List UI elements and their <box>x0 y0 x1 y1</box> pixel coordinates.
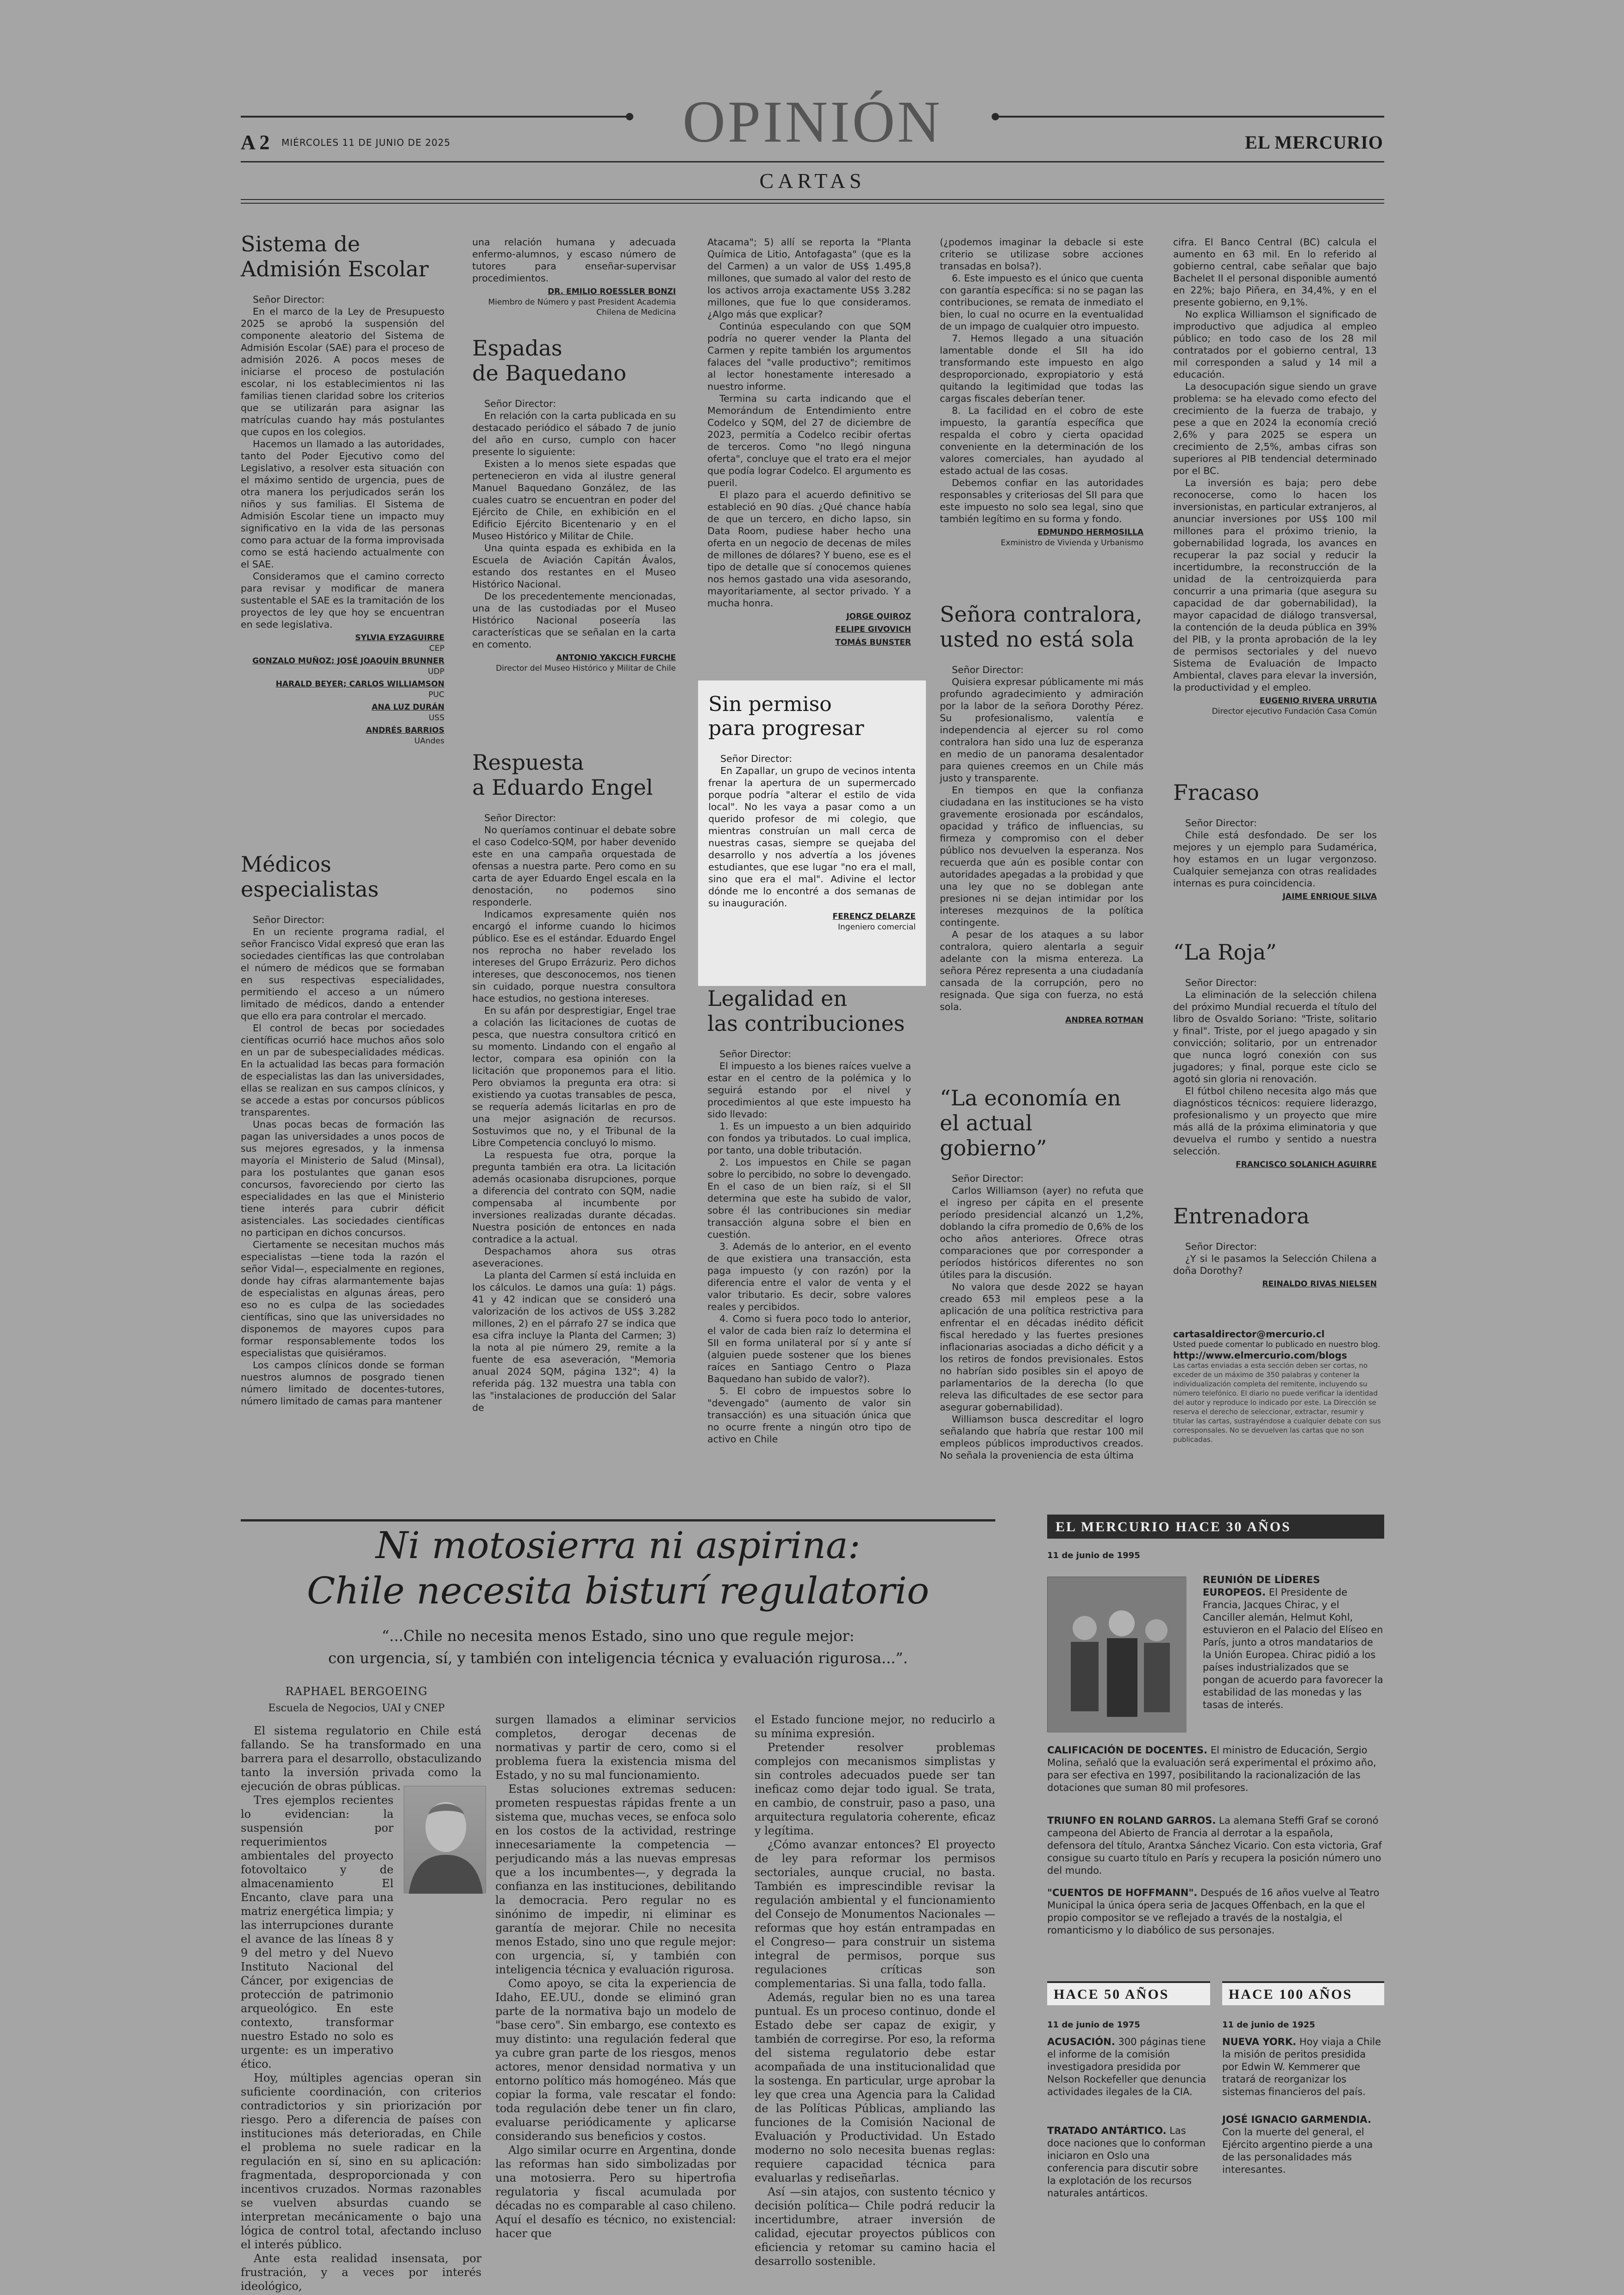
letter-signature: EUGENIO RIVERA URRUTIA <box>1259 696 1377 705</box>
contact-fine-print: Las cartas enviadas a esta sección deben ser cortas, no exceder de un máximo de 350 palabras y contener la individualización completa del remitente, incluyendo su número telefónico. El diario no puede verificar la identidad del autor y reproduce lo indicado por este. La Dirección se reserva el derecho de seleccionar, extractar, resumir y titular las cartas, sustrayéndose a cualquier debate con sus corresponsales. No se devuelven las cartas que no son publicadas. <box>1173 1361 1381 1444</box>
column-paragraph: Hoy, múltiples agencias operan sin suficiente coordinación, con criterios contradictorios y sin priorización por riesgo. Pero a diferencia de países con instituciones más deterioradas, en Chile el problema no suele radicar en la regulación en sí, sino en su aplicación: fragmentada, desproporcionada y con incentivos cruzados. Normas razonables se vuelven absurdas cuando se interpretan mecánicamente o bajo una lógica de control total, afectando incluso el interés público. <box>241 2071 481 2251</box>
header-rule-double-bottom <box>241 203 1384 204</box>
column-paragraph: surgen llamados a eliminar servicios completos, derogar decenas de normativas y partir de cero, como si el problema fuera la existencia misma del Estado, y no su mal funcionamiento. <box>495 1713 736 1782</box>
letter-greeting: Señor Director: <box>484 812 556 823</box>
subsection-title: CARTAS <box>759 169 866 193</box>
column-paragraph: Como apoyo, se cita la experiencia de Idaho, EE.UU., donde se eliminó gran parte de la normativa bajo un modelo de "base cero". Sin embargo, ese contexto es muy distinto: una regulación federal que ya cubre gran parte de los riesgos, menos actores, menor densidad normativa y un entorno político más homogéneo. Más que copiar la forma, vale rescatar el fondo: toda regulación debe tener un fin claro, evaluarse periódicamente y aplicarse considerando sus beneficios y costos. <box>495 1977 736 2143</box>
letter-paragraph: Despachamos ahora sus otras aseveraciones. <box>472 1246 676 1269</box>
letter-paragraph: El plazo para el acuerdo definitivo se estableció en 90 días. ¿Qué chance había de que un tercero, en dicho lapso, sin Data Room, pudiese haber hecho una oferta en un negocio de decenas de miles de millones de dólares? Y bueno, ese es el tipo de detalle que sí conocemos quienes nos hemos gastado una vida asesorando, mayoritariamente, al sector privado. Y a mucha honra. <box>707 489 911 609</box>
letter-title: Entrenadora <box>1173 1204 1310 1229</box>
letter-paragraph: 4. Como si fuera poco todo lo anterior, el valor de cada bien raíz lo determina el SII en forma unilateral por sí y ante sí (alguien puede sostener que los bienes raíces en Santiago Centro o Plaza Baquedano han subido de valor?). <box>707 1313 911 1384</box>
letter-greeting: Señor Director: <box>952 664 1024 675</box>
history-50-header: HACE 50 AÑOS <box>1047 1981 1210 2005</box>
letter-affiliation: Director del Museo Histórico y Militar de Chile <box>496 664 676 673</box>
column-paragraph: ¿Cómo avanzar entonces? El proyecto de ley para reformar los permisos sectoriales, aunque crucial, no basta. También es imprescindible revisar la regulación ambiental y el funcionamiento del Consejo de Monumentos Nacionales —reformas que hoy están entrampadas en el Congreso— para construir un sistema integral de permisos, porque sus regulaciones críticas son complementarias. Si una falla, todo falla. <box>755 1838 995 1990</box>
letter-espadas <box>472 336 676 674</box>
letter-affiliation: Miembro de Número y past President Academia Chilena de Medicina <box>488 298 676 317</box>
column-paragraph: Así —sin atajos, con sustento técnico y decisión política— Chile podrá reducir la incertidumbre, atraer inversión de calidad, ejecutar proyectos públicos con eficiencia y retomar su camino hacia el desarrollo sostenible. <box>755 2185 995 2268</box>
history-item: "CUENTOS DE HOFFMANN". Después de 16 años vuelve al Teatro Municipal la única ópera seria de Jacques Offenbach, en la que el propio compositor se ve reflejado a través de la nostalgia, el romanticismo y lo diabólico de sus personajes. <box>1047 1887 1380 1936</box>
letter-paragraph: Unas pocas becas de formación las pagan las universidades a unos pocos de sus mejores egresados, y la inmensa mayoría el Ministerio de Salud (Minsal), para los postulantes que ganan esos concursos, favoreciendo por cierto las especialidades en las que el Ministerio tiene interés para cubrir déficit asistenciales. Las sociedades científicas no participan en dichos concursos. <box>241 1119 444 1238</box>
letter-paragraph: No explica Williamson el significado de improductivo que adjudica al empleo público; en todo caso de los 28 mil contratados por el gobierno central, 13 mil corresponden a salud y 14 mil a educación. <box>1173 309 1377 380</box>
letter-paragraph: En relación con la carta publicada en su destacado periódico el sábado 7 de junio del año en curso, cumplo con hacer presente lo siguiente: <box>472 410 676 457</box>
letter-signature: JAIME ENRIQUE SILVA <box>1282 892 1377 901</box>
section-title: OPINIÓN <box>682 89 943 155</box>
contact-info <box>1173 1328 1384 1444</box>
letter-paragraph: La planta del Carmen sí está incluida en los cálculos. Le damos una guía: 1) págs. 41 y 42 indican que se consideró una valorización de los activos de US$ 3.282 millones, 2) en el párrafo 27 se indica que esa cifra incluye la Planta del Carmen; 3) la nota al pie número 29, remite a la fuente de esa aseveración, "Memoria anual 2024 SQM, página 132"; 4) la referida pág. 132 muestra una tabla con las "instalaciones de producción del Salar de <box>472 1270 676 1413</box>
history-item: CALIFICACIÓN DE DOCENTES. El ministro de Educación, Sergio Molina, señaló que la evaluación será experimental el próximo año, para ser efectiva en 1997, posibilitando la racionalización de las dotaciones que suman 80 mil profesores. <box>1047 1745 1376 1793</box>
letter-signature: FELIPE GIVOVICH <box>835 625 911 634</box>
letter-greeting: Señor Director: <box>952 1173 1024 1184</box>
letter-signature: EDMUNDO HERMOSILLA <box>1037 528 1143 537</box>
letter-paragraph: Atacama"; 5) allí se reporta la "Planta Química de Litio, Antofagasta" (que es la del Carmen) a un valor de US$ 1.495,8 millones, que sumado al valor del resto de los activos arroja exactamente US$ 3.282 millones, que fue lo que consideramos. ¿Algo más que explicar? <box>707 237 911 320</box>
letter-paragraph: Quisiera expresar públicamente mi más profundo agradecimiento y admiración por la labor de la señora Dorothy Pérez. Su profesionalismo, valentía e independencia al ejercer su rol como contralora han sido una luz de esperanza en medio de un panorama desalentador para quienes creemos en un Chile más justo y transparente. <box>940 676 1143 784</box>
letter-paragraph: En tiempos en que la confianza ciudadana en las instituciones se ha visto gravemente erosionada por escándalos, opacidad y tráfico de influencias, su firmeza y compromiso con el deber público nos devuelven la esperanza. Nos recuerda que aún es posible contar con autoridades apegadas a la probidad y que una ley que no se doblegan ante presiones ni se dejan intimidar por los intereses mezquinos de la política contingente. <box>940 785 1143 928</box>
letter-greeting: Señor Director: <box>1185 817 1257 829</box>
letter-paragraph: 1. Es un impuesto a un bien adquirido con fondos ya tributados. Lo cual implica, por tanto, una doble tributación. <box>707 1121 911 1156</box>
letter-paragraph: Continúa especulando con que SQM podría no querer vender la Planta del Carmen y repite también los argumentos falaces del "valle productivo"; remitimos al lector honestamente interesado a nuestro informe. <box>707 321 911 392</box>
letter-title: Legalidad en las contribuciones <box>707 986 905 1036</box>
letter-paragraph: 8. La facilidad en el cobro de este impuesto, la garantía específica que respalda el cobro y cierta opacidad conveniente en la determinación de los valores comerciales, han ayudado al estado actual de las cosas. <box>940 405 1143 476</box>
letter-paragraph: ¿Y si le pasamos la Selección Chilena a doña Dorothy? <box>1173 1253 1377 1276</box>
contact-note: Usted puede comentar lo publicado en nuestro blog. <box>1173 1340 1380 1349</box>
letter-paragraph: De los precedentemente mencionadas, una de las custodiadas por el Museo Histórico Nacional poseería las características que se señalan en la carta en comento. <box>472 591 676 650</box>
history-100-header: HACE 100 AÑOS <box>1222 1981 1384 2005</box>
blog-link[interactable]: http://www.elmercurio.com/blogs <box>1173 1350 1347 1361</box>
letter-contralora <box>940 602 1143 1026</box>
letter-paragraph: Carlos Williamson (ayer) no refuta que el ingreso per cápita en el presente período presidencial alcanzó un 1,2%, doblando la cifra promedio de 0,6% de los ocho años anteriores. Ofrece otras comparaciones que por corresponder a períodos históricos diferentes no son útiles para la discusión. <box>940 1185 1143 1280</box>
letter-signature: REINALDO RIVAS NIELSEN <box>1262 1279 1377 1289</box>
column-paragraph: Algo similar ocurre en Argentina, donde las reformas han sido simbolizadas por una motosierra. Pero su hipertrofia regulatoria y fiscal acumulada por décadas no es comparable al caso chileno. Aquí el desafío es técnico, no existencial: hacer que <box>495 2144 736 2240</box>
masthead-rule-left <box>241 116 632 118</box>
letter-signature: ANDREA ROTMAN <box>1065 1016 1143 1025</box>
letter-paragraph: En el marco de la Ley de Presupuesto 2025 se aprobó la suspensión del componente aleatorio del Sistema de Admisión Escolar (SAE) para el proceso de admisión 2026. A pocos meses de iniciarse el proceso de postulación escolar, ni los establecimientos ni las familias tienen claridad sobre los criterios que se utilizarán para asignar las matrículas cuando hay más postulantes que cupos en los colegios. <box>241 306 444 437</box>
letter-greeting: Señor Director: <box>253 294 325 305</box>
letter-affiliation: Ingeniero comercial <box>837 923 916 932</box>
letter-signature: TOMÁS BUNSTER <box>835 638 911 647</box>
letter-paragraph: (¿podemos imaginar la debacle si este criterio se utilizase sobre acciones transadas en bolsa?). <box>940 237 1143 272</box>
letter-title: Señora contralora, usted no está sola <box>940 602 1143 652</box>
letter-affiliation: Exministro de Vivienda y Urbanismo <box>1000 538 1143 548</box>
leaders-photo-icon <box>1048 1577 1187 1733</box>
letter-signature: HARALD BEYER; CARLOS WILLIAMSON <box>275 680 444 689</box>
letter-fracaso <box>1173 780 1377 902</box>
letter-paragraph: A pesar de los ataques a su labor contralora, quiero alentarla a seguir adelante con la misma entereza. La señora Pérez representa a una ciudadanía cansada de la corrupción, pero no resignada. Que siga con fuerza, no está sola. <box>940 929 1143 1012</box>
letter-medicos-continued <box>472 236 676 318</box>
letter-legalidad-continued <box>940 236 1143 548</box>
column-author: RAPHAEL BERGOEING <box>285 1685 428 1698</box>
contact-email[interactable]: cartasaldirector@mercurio.cl <box>1173 1328 1325 1340</box>
history-item: REUNIÓN DE LÍDERES EUROPEOS. El Presidente de Francia, Jacques Chirac, y el Canciller alemán, Helmut Kohl, estuvieron en el Palacio del Elíseo en París, junto a otros mandatarios de la Unión Europea. Chirac pidió a los países industrializados que se pongan de acuerdo para favorecer la estabilidad de las monedas y las tasas de interés. <box>1203 1574 1383 1710</box>
column-title: Ni motosierra ni aspirina: Chile necesita bisturí regulatorio <box>306 1524 930 1612</box>
letter-paragraph: La respuesta fue otra, porque la pregunta también era otra. La licitación además ocasionaba disrupciones, porque a diferencia del contrato con SQM, nadie compensaba al incumbente por inversiones realizadas durante décadas. Nuestra posición de entonces en nada contradice a la actual. <box>472 1149 676 1245</box>
letter-affiliation: UDP <box>428 667 444 676</box>
column-paragraph: El sistema regulatorio en Chile está fallando. Se ha transformado en una barrera para el desarrollo, obstaculizando tanto la inversión privada como la ejecución de obras públicas. <box>241 1724 481 1793</box>
column-paragraph: Pretender resolver problemas complejos con mecanismos simplistas y sin controles adecuados puede ser tan ineficaz como dejar todo igual. Se trata, en cambio, de construir, paso a paso, una arquitectura regulatoria coherente, eficaz y legítima. <box>755 1741 995 1837</box>
masthead-rule-right <box>995 116 1384 118</box>
letter-paragraph: Ciertamente se necesitan muchos más especialistas —tiene toda la razón el señor Vidal—, especialmente en regiones, donde hay cifras alarmantemente bajas de especialistas en algunas áreas, pero eso no es culpa de las sociedades científicas, sino que las universidades no disponemos de mayores cupos para formar responsablemente todos los especialistas que quisiéramos. <box>241 1239 444 1359</box>
column-text-3 <box>755 1713 995 2268</box>
history-item: TRATADO ANTÁRTICO. Las doce naciones que lo conforman iniciaron en Oslo una conferencia para discutir sobre la explotación de los recursos naturales antárticos. <box>1047 2125 1206 2199</box>
letter-paragraph: 5. El cobro de impuestos sobre lo "devengado" (aumento de valor sin transacción) es una situación única que no ocurre frente a ningún otro tipo de activo en Chile <box>707 1385 911 1445</box>
letter-paragraph: Consideramos que el camino correcto para revisar y modificar de manera sustentable el SAE es la tramitación de los proyectos de ley que hoy se encuentran en sede legislativa. <box>241 571 444 630</box>
letter-signature: ANDRÉS BARRIOS <box>366 726 444 735</box>
column-paragraph: Ante esta realidad insensata, por frustración, y a veces por interés ideológico, <box>241 2252 481 2293</box>
letter-sae <box>241 231 444 746</box>
letter-signature: FERENCZ DELARZE <box>832 912 916 921</box>
letter-paragraph: una relación humana y adecuada enfermo-alumnos, y escaso número de tutores para enseñar-supervisar procedimientos. <box>472 237 676 284</box>
letter-paragraph: En su afán por desprestigiar, Engel trae a colación las licitaciones de cuotas de pesca, que nuestra consultora criticó en su momento. Lindando con el engaño al lector, compara esa opinión con la licitación que proponemos para el litio. Pero obviamos la pregunta era otra: si existiendo ya cuotas transables de pesca, se requería además licitarlas en pro de una mejor asignación de recursos. Sostuvimos que no, y el Tribunal de la Libre Competencia concluyó lo mismo. <box>472 1005 676 1148</box>
history-item: TRIUNFO EN ROLAND GARROS. La alemana Steffi Graf se coronó campeona del Abierto de Francia al derrotar a la española, defensora del título, Arantxa Sánchez Vicario. Con esta victoria, Graf consigue su cuarto título en París y recupera la posición número uno del mundo. <box>1047 1815 1382 1876</box>
history-100-date: 11 de junio de 1925 <box>1222 2020 1315 2030</box>
letter-title: Espadas de Baquedano <box>472 336 627 386</box>
letter-paragraph: Los campos clínicos donde se forman nuestros alumnos de posgrado tienen número limitado de docentes-tutores, número limitado de camas para mantener <box>241 1360 444 1407</box>
letter-paragraph: Indicamos expresamente quién nos encargó el informe cuando lo hicimos público. Ese es el estándar. Eduardo Engel nos reprocha no haber revelado los intereses del Grupo Errázuriz. Pero dichos intereses, que desconocemos, nos tienen sin cuidado, porque nuestra consultora hace estudios, no gestiona intereses. <box>472 909 676 1004</box>
letter-paragraph: cifra. El Banco Central (BC) calcula el aumento en 63 mil. En lo referido al gobierno central, cabe señalar que bajo Bachelet II el personal disponible aumentó en 22%; bajo Piñera, en 34,4%, y en el presente gobierno, en 9,1%. <box>1173 237 1377 308</box>
letter-engel-continued <box>707 236 911 648</box>
letter-paragraph: La desocupación sigue siendo un grave problema: se ha elevado como efecto del crecimiento de la fuerza de trabajo, y pese a que en 2024 la economía creció 2,6% y para 2025 se espera un crecimiento de 2,5%, ambas cifras son superiores al PIB tendencial determinado por el BC. <box>1173 381 1377 476</box>
letter-greeting: Señor Director: <box>1185 977 1257 988</box>
letter-signature: JORGE QUIROZ <box>846 612 911 621</box>
letter-paragraph: No queríamos continuar el debate sobre el caso Codelco-SQM, por haber devenido este en una campaña orquestada de ofensas a nuestra parte. Pero como en su carta de ayer Eduardo Engel escala en la denostación, no podemos sino responderle. <box>472 824 676 908</box>
letter-paragraph: 3. Además de lo anterior, en el evento de que existiera una transacción, esta paga impuesto (y con razón) por la diferencia entre el valor de venta y el valor tributario. Es decir, sobre valores reales y percibidos. <box>707 1241 911 1312</box>
letter-greeting: Señor Director: <box>484 398 556 409</box>
letter-legalidad <box>707 986 911 1445</box>
author-portrait-icon <box>404 1786 487 1894</box>
letter-affiliation: PUC <box>428 690 444 699</box>
letter-title: Sistema de Admisión Escolar <box>241 231 429 281</box>
letter-permiso-box <box>698 680 926 986</box>
letter-paragraph: 2. Los impuestos en Chile se pagan sobre lo percibido, no sobre lo devengado. En el caso de un bien raíz, si el SII determina que este ha subido de valor, sobre él las contribuciones sin mediar transacción alguna sobre el bien en cuestión. <box>707 1157 911 1240</box>
history-item: ACUSACIÓN. 300 páginas tiene el informe de la comisión investigadora presidida por Nelson Rockefeller que denuncia actividades ilegales de la CIA. <box>1047 2036 1206 2097</box>
letter-paragraph: Termina su carta indicando que el Memorándum de Entendimiento entre Codelco y SQM, del 27 de diciembre de 2023, permitía a Codelco recibir ofertas de terceros. Como "no llegó ninguna oferta", concluye que el trato era el mejor que podía lograr Codelco. El argumento es pueril. <box>707 393 911 488</box>
letter-affiliation: USS <box>428 713 444 723</box>
letter-signature: GONZALO MUÑOZ; JOSÉ JOAQUÍN BRUNNER <box>252 656 444 666</box>
letter-title: “La economía en el actual gobierno” <box>940 1085 1121 1160</box>
letter-title: Médicos especialistas <box>241 852 379 902</box>
letter-paragraph: 6. Este impuesto es el único que cuenta con garantía específica: si no se pagan las contribuciones, se remata de inmediato el bien, lo cual no ocurre en la eventualidad de un impago de cualquier otro impuesto. <box>940 273 1143 332</box>
letter-paragraph: El fútbol chileno necesita algo más que diagnósticos técnicos: requiere liderazgo, profesionalismo y un proyecto que mire más allá de la próxima eliminatoria y que devuelva el rumbo y sentido a nuestra selección. <box>1173 1085 1377 1157</box>
column-author-affiliation: Escuela de Negocios, UAI y CNEP <box>268 1703 445 1714</box>
letter-greeting: Señor Director: <box>720 753 793 764</box>
history-item: JOSÉ IGNACIO GARMENDIA. Con la muerte del general, el Ejército argentino pierde a una de las personalidades más interesantes. <box>1222 2114 1373 2175</box>
letter-medicos <box>241 852 444 1407</box>
letter-paragraph: Una quinta espada es exhibida en la Escuela de Aviación Capitán Ávalos, estando dos restantes en el Museo Histórico Nacional. <box>472 543 676 590</box>
column-paragraph: Tres ejemplos recientes lo evidencian: la suspensión por requerimientos ambientales del proyecto fotovoltaico y de almacenamiento El Encanto, clave para una matriz energética limpia; y las interrupciones durante el avance de las líneas 8 y 9 del metro y del Nuevo Instituto Nacional del Cáncer, por exigencias de protección de patrimonio arqueológico. En este contexto, transformar nuestro Estado no solo es urgente: es un imperativo ético. <box>241 1794 394 2070</box>
letter-affiliation: CEP <box>429 644 444 653</box>
letter-paragraph: En un reciente programa radial, el señor Francisco Vidal expresó que eran las sociedades científicas las que controlaban el número de médicos que se formaban en sus respectivas especialidades, permitiendo el acceso a un número limitado de médicos, dando a entender que ello era para controlar el mercado. <box>241 926 444 1022</box>
page-date: MIÉRCOLES 11 DE JUNIO DE 2025 <box>281 137 451 148</box>
letter-paragraph: No valora que desde 2022 se hayan creado 653 mil empleos pese a la aplicación de una política restrictiva para enfrentar el en décadas inédito déficit fiscal heredado y las fuertes presiones inflacionarias asociadas a dicho déficit y a los retiros de fondos previsionales. Estos no habrían sido posibles sin el apoyo de parlamentarios de la derecha (lo que releva las dificultades de ese sector para asegurar gobernabilidad). <box>940 1281 1143 1413</box>
column-paragraph: el Estado funcione mejor, no reducirlo a su mínima expresión. <box>755 1713 995 1740</box>
letter-paragraph: Chile está desfondado. De ser los mejores y un ejemplo para Sudamérica, hoy estamos en un lugar vergonzoso. Cualquier semejanza con otras realidades internas es pura coincidencia. <box>1173 829 1377 889</box>
letter-greeting: Señor Director: <box>253 914 325 925</box>
letter-affiliation: Director ejecutivo Fundación Casa Común <box>1212 707 1377 716</box>
letter-paragraph: En Zapallar, un grupo de vecinos intenta frenar la apertura de un supermercado porque podría "alterar el estilo de vida local". No les vaya a pasar como a un querido profesor de mi colegio, que mientras construían un mall cerca de nuestras casas, siempre se quejaba del desarrollo y nos advertía a los jóvenes estudiantes, que ese lugar "no era el mall, sino que era el mal". Adivine el lector dónde me lo encontré a dos semanas de su inauguración. <box>708 765 916 909</box>
letter-signature: SYLVIA EYZAGUIRRE <box>355 633 444 642</box>
letter-paragraph: 7. Hemos llegado a una situación lamentable donde el SII ha ido transformando este impuesto en algo desproporcionado, expropiatorio y está quitando la legitimidad que todas las cargas fiscales deberían tener. <box>940 333 1143 404</box>
letter-signature: DR. EMILIO ROESSLER BONZI <box>548 287 676 296</box>
letter-paragraph: La eliminación de la selección chilena del próximo Mundial recuerda el título del libro de Osvaldo Soriano: "Triste, solitario y final". Triste, por el juego apagado y sin convicción; solitario, por un entrenador que nunca logró conexión con sus jugadores; y final, porque este ciclo se agotó sin gloria ni renovación. <box>1173 989 1377 1085</box>
letter-paragraph: Williamson busca descreditar el logro señalando que habría que restar 100 mil empleos públicos improductivos creados. No señala la proveniencia de esta última <box>940 1414 1143 1461</box>
history-30-header: EL MERCURIO HACE 30 AÑOS <box>1047 1515 1384 1539</box>
letter-affiliation: UAndes <box>414 736 444 746</box>
letter-greeting: Señor Director: <box>1185 1241 1257 1252</box>
column-rule <box>241 1519 995 1522</box>
author-photo <box>404 1786 486 1893</box>
letter-title: Respuesta a Eduardo Engel <box>472 750 653 800</box>
letter-economia <box>940 1085 1143 1461</box>
header-rule-double-top <box>241 199 1384 200</box>
letter-title: Sin permiso para progresar <box>708 692 864 740</box>
letter-paragraph: La inversión es baja; pero debe reconocerse, como lo hacen los inversionistas, en particular extranjeros, al anunciar inversiones por US$ 100 mil millones para el próximo trienio, la gobernabilidad lograda, los avances en recuperar la paz social y reducir la incertidumbre, la reconstrucción de la unidad de la centroizquierda para concurrir a una primaria (que asegura su capacidad de dar gobernabilidad), la mayor capacidad de diálogo transversal, la contención de la deuda pública en 39% del PIB, y la pronta aprobación de la ley de permisos sectoriales y del nuevo Sistema de Evaluación de Impacto Ambiental, claves para elevar la inversión, la productividad y el empleo. <box>1173 477 1377 693</box>
letter-engel <box>472 750 676 1414</box>
history-photo <box>1047 1577 1186 1732</box>
letter-signature: FRANCISCO SOLANICH AGUIRRE <box>1236 1160 1377 1169</box>
header-rule <box>241 161 1384 162</box>
letter-paragraph: El impuesto a los bienes raíces vuelve a estar en el centro de la polémica y lo seguirá estando por el nivel y procedimientos al que este impuesto ha sido llevado: <box>707 1060 911 1120</box>
column-paragraph: Además, regular bien no es una tarea puntual. Es un proceso continuo, donde el Estado debe ser capaz de exigir, y también de corregirse. Por eso, la reforma del sistema regulatorio debe estar acompañada de una institucionalidad que la sostenga. En particular, urge aprobar la ley que crea una Agencia para la Calidad de las Políticas Públicas, ampliando las funciones de la Comisión Nacional de Evaluación y Productividad. Un Estado moderno no solo necesita buenas reglas: requiere capacidad técnica para evaluarlas y rediseñarlas. <box>755 1991 995 2184</box>
letter-signature: ANA LUZ DURÁN <box>371 703 444 712</box>
letter-greeting: Señor Director: <box>719 1048 792 1060</box>
letter-entrenadora <box>1173 1204 1377 1290</box>
newspaper-name: EL MERCURIO <box>1245 132 1383 153</box>
history-item: NUEVA YORK. Hoy viaja a Chile la misión de peritos presidida por Edwin W. Kemmerer que tratará de reorganizar los sistemas financieros del país. <box>1222 2036 1381 2097</box>
letter-economia-continued <box>1173 236 1377 717</box>
letter-la-roja <box>1173 940 1377 1170</box>
letter-title: Fracaso <box>1173 780 1259 805</box>
letter-paragraph: Debemos confiar en las autoridades responsables y criteriosas del SII para que este impuesto no solo sea legal, sino que también legítimo en su forma y fondo. <box>940 477 1143 524</box>
history-50-date: 11 de junio de 1975 <box>1047 2020 1140 2030</box>
history-30-date: 11 de junio de 1995 <box>1047 1551 1140 1560</box>
letter-paragraph: El control de becas por sociedades científicas ocurrió hace muchos años solo en un par de subespecialidades médicas. En la actualidad las becas para formación de especialistas las dan las universidades, ellas se realizan en sus campos clínicos, y se accede a estas por concursos públicos transparentes. <box>241 1023 444 1118</box>
letter-paragraph: Hacemos un llamado a las autoridades, tanto del Poder Ejecutivo como del Legislativo, a resolver esta situación con el máximo sentido de urgencia, pues de otra manera los perjudicados serán los niños y sus familias. El Sistema de Admisión Escolar tiene un impacto muy significativo en la vida de las personas como para actuar de la forma improvisada como se está haciendo actualmente con el SAE. <box>241 438 444 570</box>
column-text-2 <box>495 1713 736 2240</box>
page-number: A 2 <box>241 131 270 154</box>
letter-signature: ANTONIO YAKCICH FURCHE <box>556 653 676 662</box>
letter-title: “La Roja” <box>1173 940 1277 965</box>
letter-paragraph: Existen a lo menos siete espadas que pertenecieron en vida al ilustre general Manuel Baquedano González, de las cuales cuatro se encuentran en poder del Ejército de Chile, en exhibición en el Edificio Ejército Bicentenario y en el Museo Histórico y Militar de Chile. <box>472 458 676 542</box>
column-pull-quote: “...Chile no necesita menos Estado, sino uno que regule mejor: con urgencia, sí, y también con inteligencia técnica y evaluación rigurosa...”. <box>328 1627 908 1667</box>
column-paragraph: Estas soluciones extremas seducen: prometen respuestas rápidas frente a un sistema que, muchas veces, se enfoca solo en los costos de la actividad, restringe innecesariamente la competencia —perjudicando más a las nuevas empresas que a los incumbentes—, y degrada la confianza en las instituciones, debilitando la democracia. Pero regular no es sinónimo de impedir, ni eliminar es garantía de mejorar. Chile no necesita menos Estado, sino uno que regule mejor: con urgencia, sí, y también con inteligencia técnica y evaluación rigurosa. <box>495 1783 736 1976</box>
